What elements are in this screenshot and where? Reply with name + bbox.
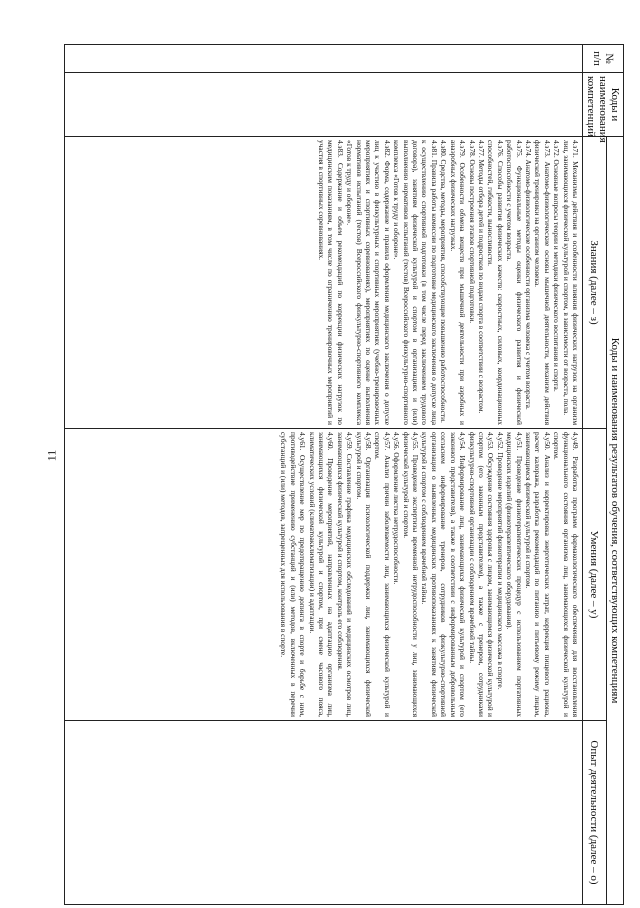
cell-experience bbox=[65, 721, 583, 905]
knowledge-list bbox=[317, 140, 580, 425]
skill-item: 4.у52. Проведение мероприятий физиотерапии и медицинского массажа в спорте. bbox=[495, 432, 505, 690]
knowledge-item: 4.з75. Функциональные методы оценки физического развития и физической работоспособности с учетом возраста. bbox=[505, 140, 524, 425]
knowledge-item: 4.з80. Средства, методы, мероприятия, способствующие повышению работоспособности. bbox=[439, 140, 449, 423]
header-number: № п/п bbox=[583, 45, 624, 73]
skill-item: 4.у51. Проведение физиотерапевтических процедур с использованием портативных медицинских изделий (физиотерапевтического оборудования). bbox=[505, 432, 524, 717]
knowledge-item: 4.з81. Правила работы комиссии по подготовке медицинского заключения о допуске лица к осуществлению спортивной подготовки (в том числе перед заключением трудового договора), занятиям физической культурой и спортом в организациях и (или) выполнению нормативов испытаний (тестов) Всероссийского физкультурно-спортивного комплекса «Готов к труду и обороне». bbox=[392, 140, 439, 425]
knowledge-item: 4.з83. Содержание и объем рекомендаций по коррекции физических нагрузок по медицинским показаниям, в том числе по ограничению тренировочных мероприятий и участия в спортивных соревнованиях. bbox=[317, 140, 345, 425]
skill-item: 4.у59. Составление графика медицинских обследований и медицинских осмотров лиц, занимающихся физической культурой и спортом, контроль его соблюдения. bbox=[335, 432, 355, 717]
page-number: 11 bbox=[44, 449, 59, 462]
skill-item: 4.у50. Анализ и корректировка энергетических затрат, коррекция пищевого рациона, расчет калоража, разработка рекомендаций по питанию и питьевому режиму лицам, занимающимся физической культурой и спортом. bbox=[523, 432, 552, 717]
knowledge-item: 4.з74. Анатомо-физиологические особенности организма человека с учетом возраста. bbox=[523, 140, 533, 410]
header-results: Коды и наименования результатов обучения, соответствующих компетенциям bbox=[607, 137, 624, 905]
skill-item: 4.у60. Проведение мероприятий, направленных на адаптацию организма лиц, занимающихся физической культурой и спортом, при смене часового пояса, климатических условий (климатоакклиматизации) и адаптации. bbox=[307, 432, 336, 717]
skill-item: 4.у53. Обсуждение состояния здоровья с лицом, занимающимся физической культурой и спортом (его законным представителем), а также с тренером, сотрудниками физкультурно-спортивной организации с соблюдением врачебной тайны. bbox=[467, 432, 496, 717]
competencies-table bbox=[64, 44, 624, 905]
header-row-main bbox=[607, 45, 624, 905]
knowledge-item: 4.з73. Анатомо-физиологические основы мышечной деятельности, механизм действия физической тренировки на организм человека. bbox=[533, 140, 552, 425]
skill-item: 4.у55. Проведение экспертизы временной нетрудоспособности у лиц, занимающихся физической культурой и спортом. bbox=[401, 432, 421, 717]
cell-knowledge bbox=[65, 137, 583, 429]
knowledge-item: 4.з79. Особенности обмена веществ при мышечной деятельности при аэробных и анаэробных физических нагрузках. bbox=[448, 140, 468, 425]
knowledge-item: 4.з72. Основные вопросы теории и методики физического воспитания и спорта. bbox=[552, 140, 562, 392]
knowledge-item: 4.з71. Механизмы действия и особенности влияния физических нагрузок на организм лиц, занимающихся физической культурой и спортом, в зависимости от возраста, пола. bbox=[561, 140, 580, 425]
cell-number bbox=[65, 45, 583, 73]
knowledge-item: 4.з78. Основы построения этапов спортивной подготовки. bbox=[467, 140, 477, 324]
table-row bbox=[65, 45, 583, 905]
skill-item: 4.у56. Оформление листка нетрудоспособности. bbox=[392, 432, 402, 585]
cell-skills bbox=[65, 429, 583, 721]
knowledge-item: 4.з76. Способы развития физических качеств: скоростных, силовых, координационных способностей, гибкости, выносливости. bbox=[486, 140, 505, 425]
cell-code bbox=[65, 73, 583, 137]
header-row-sub bbox=[583, 45, 607, 905]
header-experience: Опыт деятельности (далее – о) bbox=[583, 721, 607, 905]
skill-item: 4.у49. Разработка программ фармакологического обеспечения для восстановления функционального состояния организма лиц, занимающихся физической культурой и спортом. bbox=[552, 432, 580, 717]
skill-item: 4.у57. Анализ причин заболеваемости лиц, занимающихся физической культурой и спортом. bbox=[373, 432, 392, 717]
knowledge-item: 4.з82. Форма, содержание и правила оформления медицинского заключения о допуске лиц к участию в физкультурных и спортивных мероприятиях (учебно-тренировочных мероприятиях и спортивных соревнованиях), мероприятиях по оценке выполнения нормативов испытаний (тестов) Всероссийского физкультурно-спортивного комплекса «Готов к труду и обороне». bbox=[345, 140, 392, 425]
rotated-table-container bbox=[64, 44, 624, 904]
knowledge-item: 4.з77. Методы отбора детей и подростков по видам спорта в соответствии с возрастом. bbox=[476, 140, 486, 414]
skill-item: 4.у58. Организация психологической поддержки лиц, занимающихся физической культурой и спортом. bbox=[354, 432, 374, 717]
header-codes: Коды и наименования компетенций bbox=[583, 73, 624, 137]
skill-item: 4.у54. Информирование лиц, занимающихся физической культурой и спортом (его законного представителя), а также в соответствии с информированным добровольным согласием информирование тренеров, сотрудников физкультурно-спортивной организации о выявленных медицинских противопоказаниях к занятиям физической культурой и спортом с соблюдением врачебной тайны. bbox=[420, 432, 468, 717]
header-knowledge: Знания (далее – з) bbox=[583, 137, 607, 429]
skill-list bbox=[279, 432, 580, 717]
skill-item: 4.у61. Осуществление мер по предотвращению допинга в спорте и борьбе с ним, противодействие применению субстанций и (или) методов, включенных в перечни субстанций и (или) методов, запрещенных для использования в спорте. bbox=[279, 432, 308, 717]
header-skills: Умения (далее – у) bbox=[583, 429, 607, 721]
